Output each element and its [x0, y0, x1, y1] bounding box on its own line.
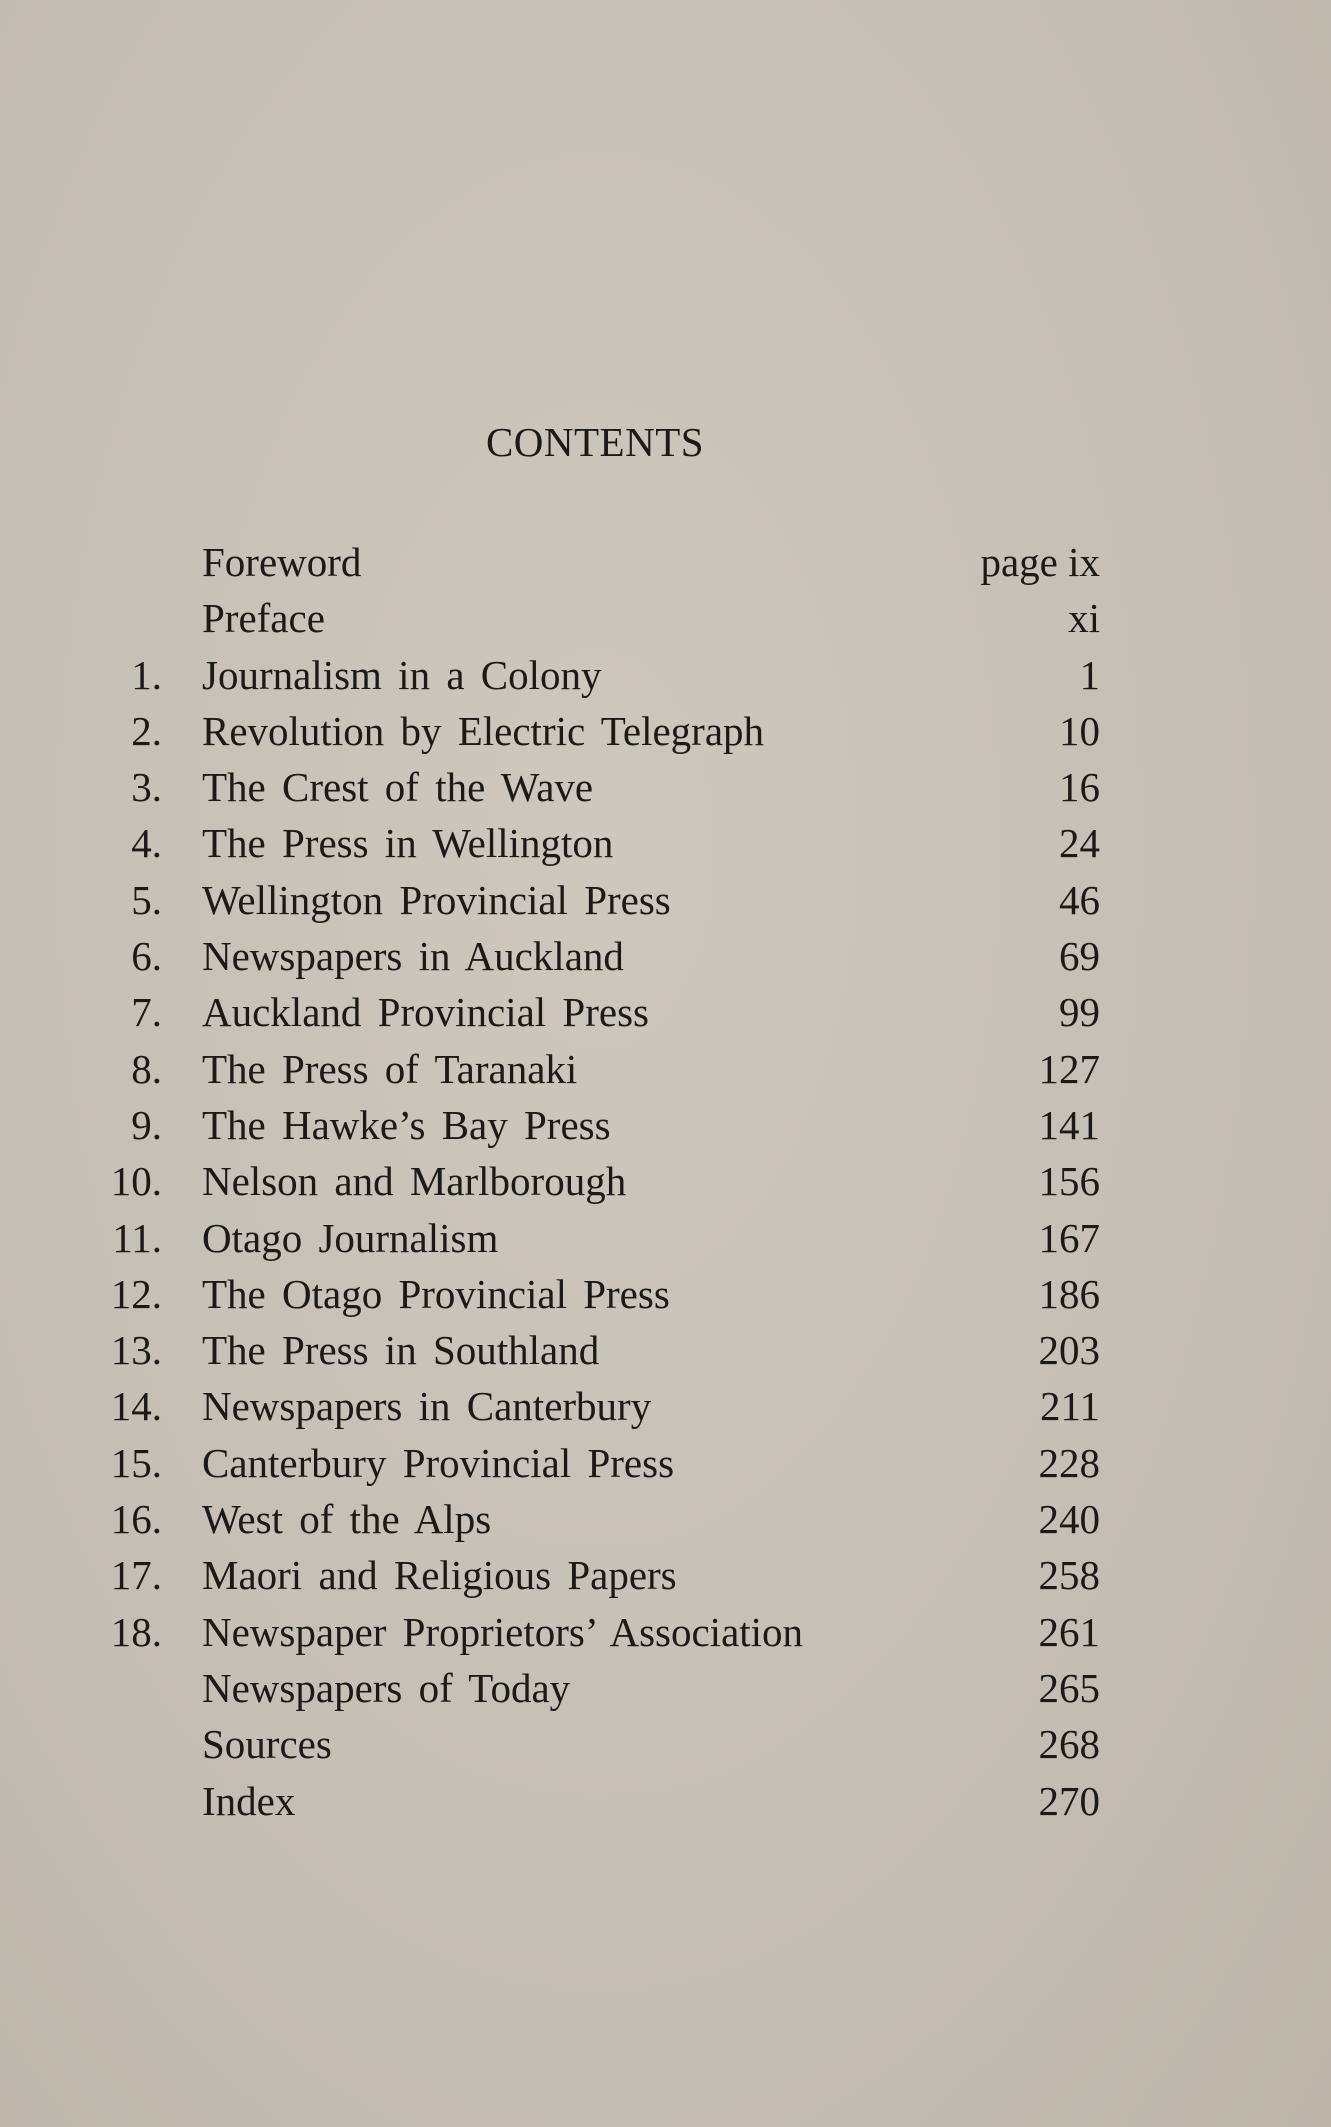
- toc-entry: [90, 1378, 1100, 1434]
- toc-entry: [90, 703, 1100, 759]
- toc-entry: [90, 1097, 1100, 1153]
- toc-entry: [90, 1491, 1100, 1547]
- chapter-number: 8.: [131, 1045, 162, 1092]
- page-number: 156: [1038, 1158, 1100, 1205]
- toc-entry: [90, 590, 1100, 646]
- chapter-number: 17.: [110, 1552, 162, 1599]
- chapter-number: 9.: [131, 1101, 162, 1148]
- toc-entry: [90, 1773, 1100, 1829]
- page-number: 203: [1038, 1327, 1100, 1374]
- chapter-title: The Press of Taranaki: [202, 1045, 578, 1092]
- page-number: 265: [1038, 1664, 1100, 1711]
- chapter-title: Journalism in a Colony: [202, 651, 602, 698]
- page-number: 1: [1079, 651, 1100, 698]
- chapter-title: Maori and Religious Papers: [202, 1552, 677, 1599]
- page-number: 268: [1038, 1721, 1100, 1768]
- toc-entry: [90, 984, 1100, 1040]
- chapter-title: Newspapers in Canterbury: [202, 1383, 652, 1430]
- chapter-title: Newspapers in Auckland: [202, 933, 624, 980]
- page-number: 69: [1059, 933, 1100, 980]
- page-number: 258: [1038, 1552, 1100, 1599]
- chapter-number: 10.: [110, 1158, 162, 1205]
- toc-entry: [90, 1660, 1100, 1716]
- page-number: page ix: [980, 539, 1100, 585]
- chapter-number: 4.: [131, 820, 162, 867]
- toc-entry: [90, 1153, 1100, 1209]
- chapter-number: 15.: [110, 1439, 162, 1486]
- page-number: 46: [1059, 876, 1100, 923]
- chapter-title: Foreword: [202, 539, 362, 585]
- toc-entry: [90, 1210, 1100, 1266]
- chapter-title: Index: [202, 1777, 296, 1824]
- chapter-title: Auckland Provincial Press: [202, 989, 649, 1036]
- chapter-title: Newspaper Proprietors’ Association: [202, 1608, 804, 1655]
- chapter-title: Newspapers of Today: [202, 1664, 571, 1711]
- chapter-number: 5.: [131, 876, 162, 923]
- page-number: 240: [1038, 1496, 1100, 1543]
- chapter-number: 7.: [131, 989, 162, 1036]
- chapter-title: Otago Journalism: [202, 1214, 499, 1261]
- page-number: 211: [1040, 1383, 1100, 1430]
- page-number: 127: [1038, 1045, 1100, 1092]
- toc-entry: [90, 928, 1100, 984]
- toc-entry: [90, 1716, 1100, 1772]
- page-number: 24: [1059, 820, 1100, 867]
- toc-entry: [90, 1604, 1100, 1660]
- page-number: 228: [1038, 1439, 1100, 1486]
- page-number: 261: [1038, 1608, 1100, 1655]
- chapter-title: Nelson and Marlborough: [202, 1158, 627, 1205]
- chapter-title: Revolution by Electric Telegraph: [202, 707, 765, 754]
- chapter-number: 13.: [110, 1327, 162, 1374]
- toc-entry: [90, 872, 1100, 928]
- chapter-number: 3.: [131, 764, 162, 811]
- page-number: 99: [1059, 989, 1100, 1036]
- chapter-number: 14.: [110, 1383, 162, 1430]
- chapter-title: The Crest of the Wave: [202, 764, 594, 811]
- chapter-title: The Hawke’s Bay Press: [202, 1101, 611, 1148]
- page-number: 10: [1059, 707, 1100, 754]
- page-number: 141: [1038, 1101, 1100, 1148]
- page-number: xi: [1068, 595, 1100, 642]
- page-number: 16: [1059, 764, 1100, 811]
- chapter-number: 2.: [131, 707, 162, 754]
- toc-entry: [90, 1322, 1100, 1378]
- table-of-contents: [90, 534, 1100, 1829]
- toc-entry: [90, 1547, 1100, 1603]
- page-title: CONTENTS: [485, 419, 705, 465]
- chapter-number: 16.: [110, 1496, 162, 1543]
- chapter-title: The Otago Provincial Press: [202, 1270, 670, 1317]
- chapter-number: 6.: [131, 933, 162, 980]
- chapter-title: The Press in Wellington: [202, 820, 614, 867]
- chapter-title: The Press in Southland: [202, 1327, 600, 1374]
- toc-entry: [90, 1266, 1100, 1322]
- chapter-number: 18.: [110, 1608, 162, 1655]
- chapter-number: 11.: [112, 1214, 162, 1261]
- chapter-title: Wellington Provincial Press: [202, 876, 671, 923]
- toc-entry: [90, 1435, 1100, 1491]
- chapter-number: 1.: [131, 651, 162, 698]
- page-number: 186: [1038, 1270, 1100, 1317]
- page-number: 167: [1038, 1214, 1100, 1261]
- chapter-title: Preface: [202, 595, 325, 642]
- toc-entry: [90, 534, 1100, 590]
- toc-entry: [90, 1041, 1100, 1097]
- page-number: 270: [1038, 1777, 1100, 1824]
- toc-entry: [90, 647, 1100, 703]
- chapter-title: Sources: [202, 1721, 332, 1768]
- toc-entry: [90, 759, 1100, 815]
- chapter-number: 12.: [110, 1270, 162, 1317]
- chapter-title: West of the Alps: [202, 1496, 492, 1543]
- toc-entry: [90, 815, 1100, 871]
- chapter-title: Canterbury Provincial Press: [202, 1439, 675, 1486]
